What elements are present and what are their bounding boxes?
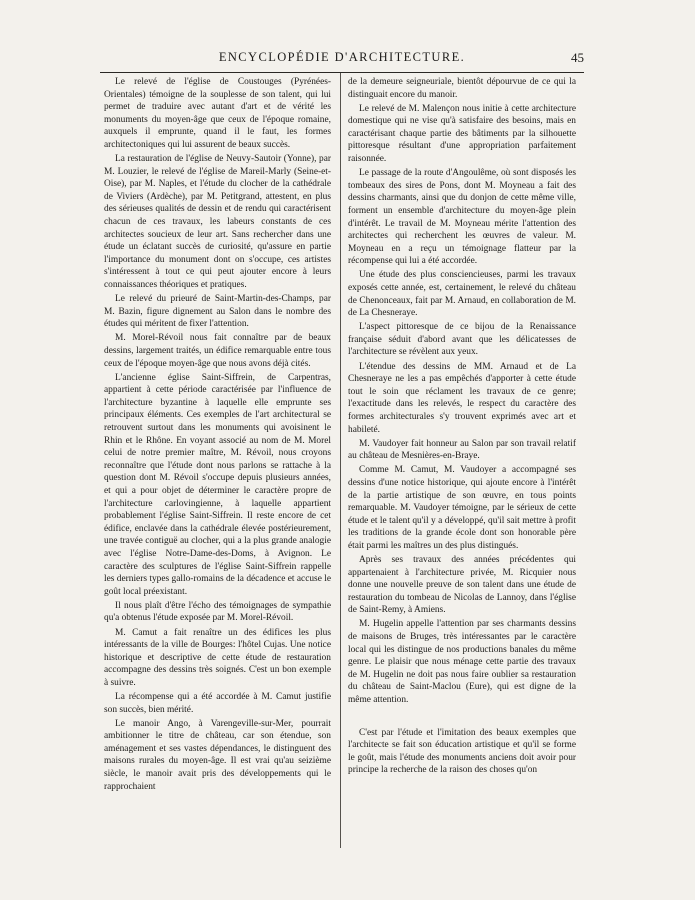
paragraph: Le manoir Ango, à Varengeville-sur-Mer, pourrait ambitionner le titre de château, car son étendue, son aménagement et ses vastes dépendances, le distinguent des maisons rurales du moyen-âge. Il est vrai qu'au seizième siècle, le manoir avait pris des développements qui le rapprochaient [104, 718, 331, 792]
paragraph: L'aspect pittoresque de ce bijou de la Renaissance française séduit d'abord avant que les délicatesses de l'architecture se révèlent aux yeux. [348, 322, 576, 358]
paragraph: Le passage de la route d'Angoulême, où sont disposés les tombeaux des sires de Pons, dont M. Moyneau a fait des dessins charmants, ainsi que du donjon de cette même ville, forment un ensemble d'architecture du moyen-âge plein d'intérêt. Le travail de M. Moyneau mérite l'attention des architectes qui recherchent les œuvres de valeur. M. Moyneau en a reçu un témoignage flatteur par la récompense qui lui a été accordée. [348, 168, 576, 267]
paragraph: L'ancienne église Saint-Siffrein, de Carpentras, appartient à cette période caractérisée par l'influence de l'architecture byzantine à laquelle elle emprunte ses principaux éléments. Ces exemples de l'art architectural se retrouvent surtout dans les monuments qui avoisinent le Rhin et le Rhône. En voyant associé au nom de M. Morel celui de notre premier maître, M. Révoil, nous croyons reconnaître que l'étude dont nous parlons se rattache à la question dont M. Révoil s'occupe depuis plusieurs années, et qui a pour objet de déterminer le caractère propre de l'architecture carlovingienne, à laquelle appartient probablement l'église Saint-Siffrein. Il reste encore de cet édifice, enclavée dans la cathédrale élevée postérieurement, une travée contiguë au clocher, qui a la plus grande analogie avec l'église Notre-Dame-des-Doms, à Avignon. Le caractère des sculptures de l'église Saint-Siffrein rappelle les derniers types gallo-romains de la décadence et accuse le goût local préexistant. [104, 372, 331, 597]
paragraph: Après ses travaux des années précédentes qui appartenaient à l'architecture privée, M. Ricquier nous donne une nouvelle preuve de son talent dans une étude de restauration du tombeau de Nicolas de Lannoy, dans l'église de Saint-Remy, à Amiens. [348, 554, 576, 616]
paragraph: La restauration de l'église de Neuvy-Sautoir (Yonne), par M. Louzier, le relevé de l'église de Mareil-Marly (Seine-et-Oise), par M. Naples, et l'étude du clocher de la cathédrale de Viviers (Ardèche), par M. Petitgrand, attestent, en plus des sérieuses qualités de dessin et de rendu qui caractérisent chacun de ces travaux, les labeurs constants de ces architectes soucieux de leur art. Sans rechercher dans une étude un éclatant succès de curiosité, qu'assure en partie l'importance du monument dont on s'occupe, ces artistes s'intéressent à tout ce qui peut ajouter encore à leurs connaissances théoriques et pratiques. [104, 154, 331, 290]
header-rule [100, 72, 584, 73]
paragraph: Le relevé de M. Malençon nous initie à cette architecture domestique qui ne vise qu'à satisfaire des besoins, mais en caractérisant chaque partie des bâtiments par la silhouette pittoresque résultant d'une appropriation parfaitement raisonnée. [348, 103, 576, 165]
paragraph: M. Camut a fait renaître un des édifices les plus intéressants de la ville de Bourges: l'hôtel Cujas. Une notice historique et descriptive de cette étude de restauration accompagne des dessins très soignés. C'est un bon exemple à suivre. [104, 627, 331, 688]
page-header [100, 50, 584, 72]
paragraph-continuation: de la demeure seigneuriale, bientôt dépourvue de ce qui la distinguait encore du manoir. [348, 77, 576, 100]
paragraph: M. Vaudoyer fait honneur au Salon par son travail relatif au château de Mesnières-en-Braye. [348, 438, 576, 462]
paragraph: Le relevé du prieuré de Saint-Martin-des-Champs, par M. Bazin, figure dignement au Salon dans le nombre des études qui méritent de fixer l'attention. [104, 294, 331, 330]
paragraph: M. Morel-Révoil nous fait connaître par de beaux dessins, largement traités, un édifice remarquable entre tous ceux de l'époque moyen-âge que nous avons déjà cités. [104, 333, 331, 369]
left-column [104, 76, 331, 795]
right-column [348, 76, 576, 778]
paragraph: Comme M. Camut, M. Vaudoyer a accompagné ses dessins d'une notice historique, qui ajoute encore à l'intérêt de la partie artistique de son œuvre, en tous points remarquable. M. Vaudoyer témoigne, par le sérieux de cette étude et le talent qu'il y a développé, qu'il sait mettre à profit les traditions de la grande école dont son honorable père était parmi les maîtres un des plus distingués. [348, 465, 576, 551]
paragraph: La récompense qui a été accordée à M. Camut justifie son succès, bien mérité. [104, 692, 331, 715]
paragraph: C'est par l'étude et l'imitation des beaux exemples que l'architecte se fait son éducation artistique et qu'il se forme le goût, mais l'étude des monuments anciens doit avoir pour principe la recherche de la raison des choses qu'on [348, 727, 576, 776]
paragraph: M. Hugelin appelle l'attention par ses charmants dessins de maisons de Bruges, très intéressantes par le caractère local qui les distingue de nos productions banales du même genre. Le plaisir que nous ménage cette partie des travaux de M. Hugelin ne doit pas nous faire oublier sa restauration du château de Saint-Maclou (Eure), qui est digne de la même attention. [348, 619, 576, 705]
paragraph: Une étude des plus consciencieuses, parmi les travaux exposés cette année, est, certainement, le relevé du château de Chenonceaux, fait par M. Arnaud, en collaboration de M. de La Chesneraye. [348, 270, 576, 319]
column-divider [340, 73, 341, 848]
paragraph: Le relevé de l'église de Coustouges (Pyrénées-Orientales) témoigne de la souplesse de son talent, qui lui permet de traduire avec autant d'art et de vérité les monuments du moyen-âge que ceux de l'époque romaine, auxquels il emprunte, quand il le faut, les formes architectoniques qui lui assurent de beaux succès. [104, 77, 331, 150]
page-number: 45 [571, 50, 584, 65]
paragraph: L'étendue des dessins de MM. Arnaud et de La Chesneraye ne les a pas empêchés d'apporter à cette étude tout le soin que réclament les travaux de ce genre; l'exactitude dans les relevés, le respect du caractère des formes architecturales s'y trouvent exprimés avec art et habileté. [348, 361, 576, 435]
running-title: ENCYCLOPÉDIE D'ARCHITECTURE. [218, 50, 466, 64]
paragraph: Il nous plaît d'être l'écho des témoignages de sympathie qu'a obtenus l'étude exposée par M. Morel-Révoil. [104, 600, 331, 624]
